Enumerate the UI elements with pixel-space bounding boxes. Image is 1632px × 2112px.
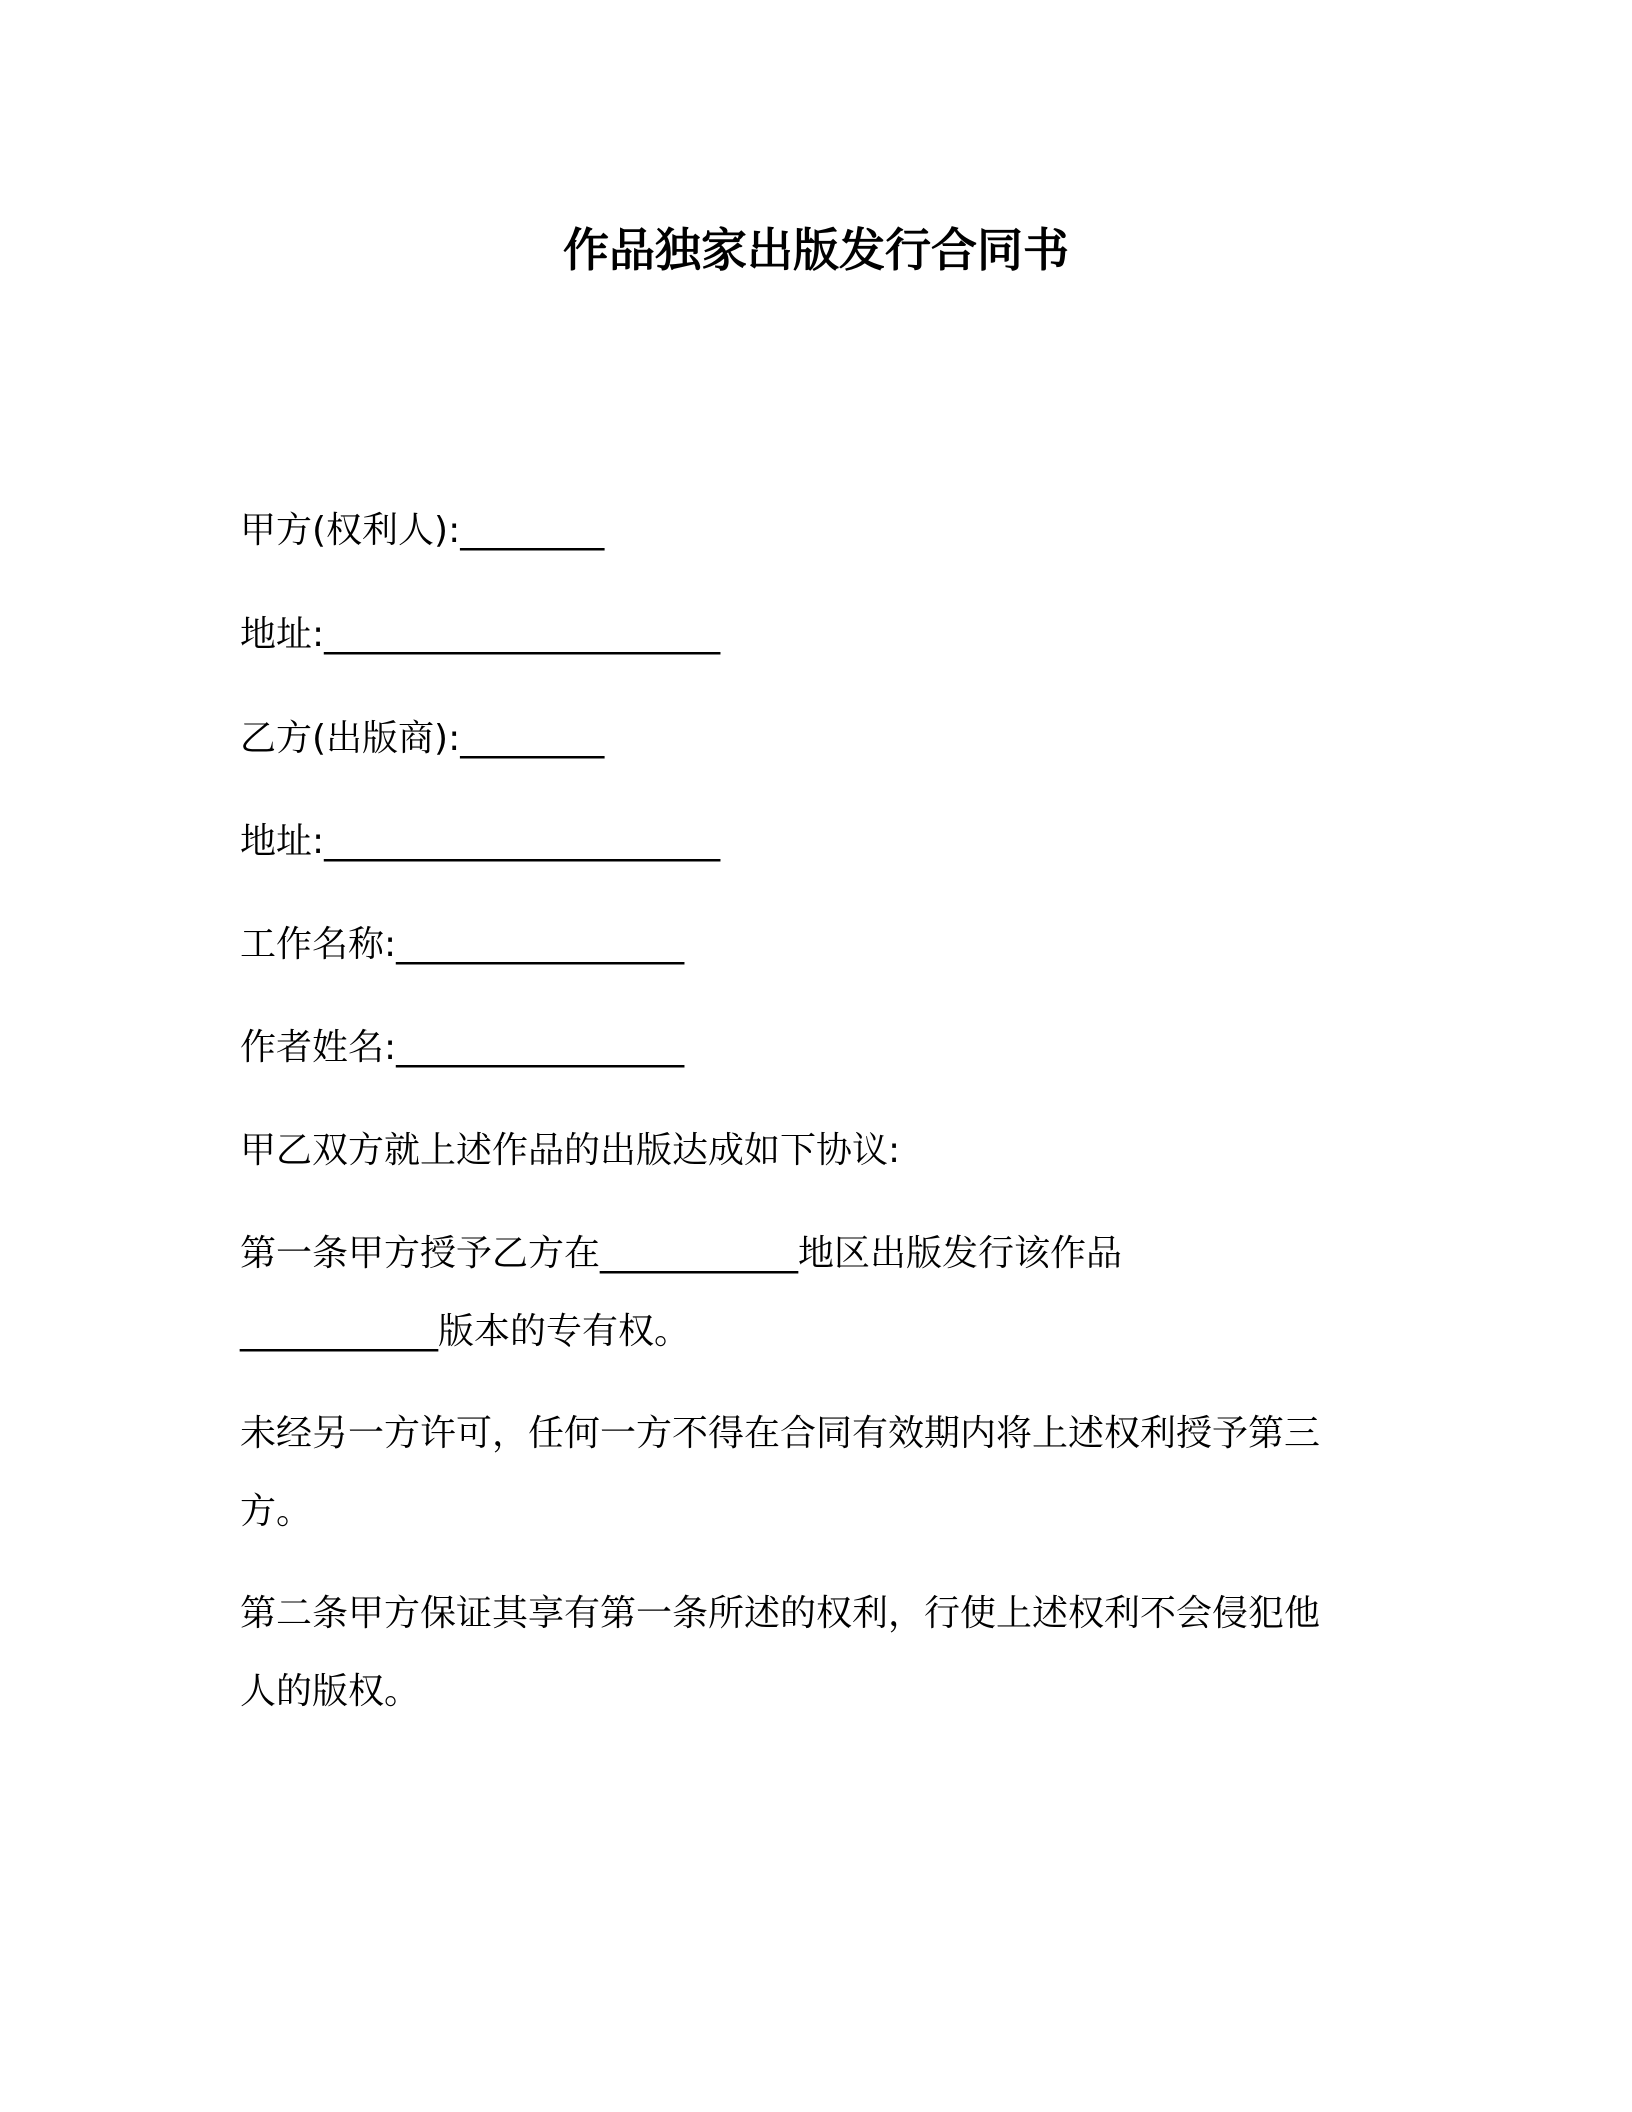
author-name-field: 作者姓名:________________ xyxy=(240,1027,685,1068)
clause-1-line-2: ___________版本的专有权。 xyxy=(240,1311,691,1352)
work-title-field: 工作名称:________________ xyxy=(240,924,685,965)
agreement-intro: 甲乙双方就上述作品的出版达成如下协议: xyxy=(240,1130,901,1171)
party-b-field: 乙方(出版商):________ xyxy=(240,718,605,759)
clause-2-line-1: 第二条甲方保证其享有第一条所述的权利，行使上述权利不会侵犯他 xyxy=(240,1593,1321,1634)
clause-1-line-1: 第一条甲方授予乙方在___________地区出版发行该作品 xyxy=(240,1233,1123,1274)
clause-1-note-line-2: 方。 xyxy=(240,1491,313,1532)
party-a-field: 甲方(权利人):________ xyxy=(240,510,605,551)
party-a-address-field: 地址:______________________ xyxy=(240,614,721,655)
clause-1-note-line-1: 未经另一方许可，任何一方不得在合同有效期内将上述权利授予第三 xyxy=(240,1413,1321,1454)
clause-2-line-2: 人的版权。 xyxy=(240,1671,421,1712)
document-title: 作品独家出版发行合同书 xyxy=(563,223,1069,277)
party-b-address-field: 地址:______________________ xyxy=(240,821,721,862)
